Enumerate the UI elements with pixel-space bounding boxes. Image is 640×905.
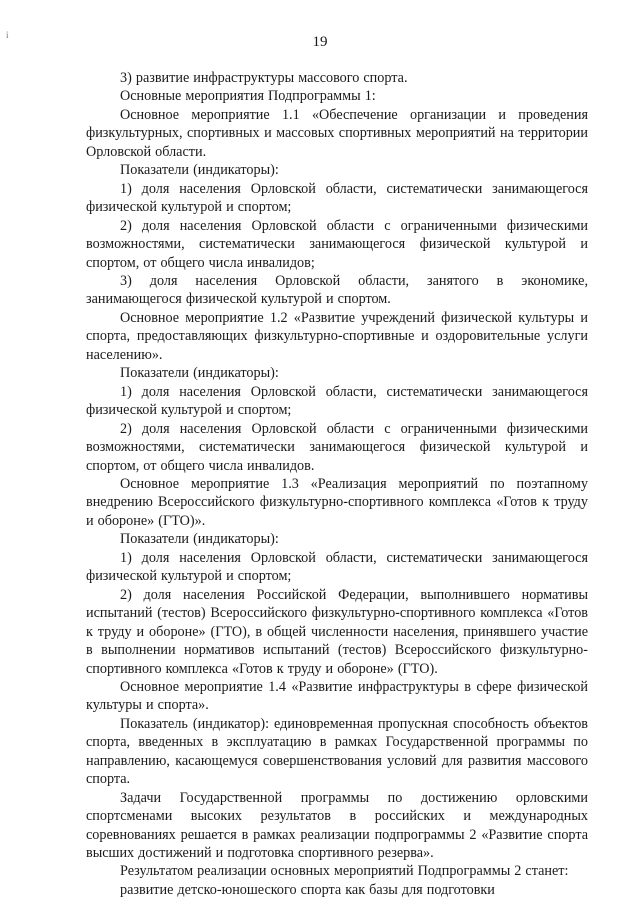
paragraph-item: Задачи Государственной программы по достижению орловскими спортсменами высоких результатов в российских и международных соревнованиях решается в рамках реализации подпрограммы 2 «Развитие спорта высших достижений и подготовка спортивного резерва». xyxy=(86,789,588,862)
paragraph-item: 2) доля населения Орловской области с ограниченными физическими возможностями, систематически занимающегося физической культурой и спортом, от общего числа инвалидов; xyxy=(86,217,588,271)
paragraph-item: 2) доля населения Орловской области с ограниченными физическими возможностями, систематически занимающегося физической культурой и спортом, от общего числа инвалидов. xyxy=(86,420,588,474)
paragraph-item: Показатели (индикаторы): xyxy=(120,365,279,382)
paragraph-item: Основное мероприятие 1.3 «Реализация мероприятий по поэтапному внедрению Всероссийского физкультурно-спортивного комплекса «Готов к труду и обороне» (ГТО)». xyxy=(86,475,588,529)
paragraph-item: Основное мероприятие 1.4 «Развитие инфраструктуры в сфере физической культуры и спорта». xyxy=(86,678,588,714)
paragraph-item: Показатели (индикаторы): xyxy=(120,531,279,548)
margin-mark: i xyxy=(6,30,9,40)
paragraph-item: Основные мероприятия Подпрограммы 1: xyxy=(120,88,376,105)
paragraph-item: 3) доля населения Орловской области, занятого в экономике, занимающегося физической культурой и спортом. xyxy=(86,272,588,308)
body-text xyxy=(86,69,588,899)
paragraph-item: Основное мероприятие 1.1 «Обеспечение организации и проведения физкультурных, спортивных и массовых спортивных мероприятий на территории Орловской области. xyxy=(86,106,588,160)
paragraph-item: Показатели (индикаторы): xyxy=(120,162,279,179)
paragraph-item: 1) доля населения Орловской области, систематически занимающегося физической культурой и спортом; xyxy=(86,180,588,216)
paragraph-item: развитие детско-юношеского спорта как базы для подготовки xyxy=(120,881,495,898)
paragraph-item: Результатом реализации основных мероприятий Подпрограммы 2 станет: xyxy=(120,863,569,880)
paragraph-item: Основное мероприятие 1.2 «Развитие учреждений физической культуры и спорта, предоставляющих физкультурно-спортивные и оздоровительные услуги населению». xyxy=(86,309,588,363)
paragraph-item: 3) развитие инфраструктуры массового спорта. xyxy=(120,70,408,86)
paragraph-item: 1) доля населения Орловской области, систематически занимающегося физической культурой и спортом; xyxy=(86,549,588,585)
paragraph-item: 1) доля населения Орловской области, систематически занимающегося физической культурой и спортом; xyxy=(86,383,588,419)
paragraph-item: Показатель (индикатор): единовременная пропускная способность объектов спорта, введенных в эксплуатацию в рамках Государственной программы по направлению, касающемуся совершенствования условий для развития массового спорта. xyxy=(86,715,588,788)
page-number: 19 xyxy=(312,34,328,50)
paragraph-item: 2) доля населения Российской Федерации, выполнившего нормативы испытаний (тестов) Всероссийского физкультурно-спортивного комплекса «Готов к труду и обороне» (ГТО), в общей численности населения, принявшего участие в выполнении нормативов испытаний (тестов) Всероссийского физкультурно-спортивного комплекса «Готов к труду и обороне» (ГТО). xyxy=(86,586,588,677)
